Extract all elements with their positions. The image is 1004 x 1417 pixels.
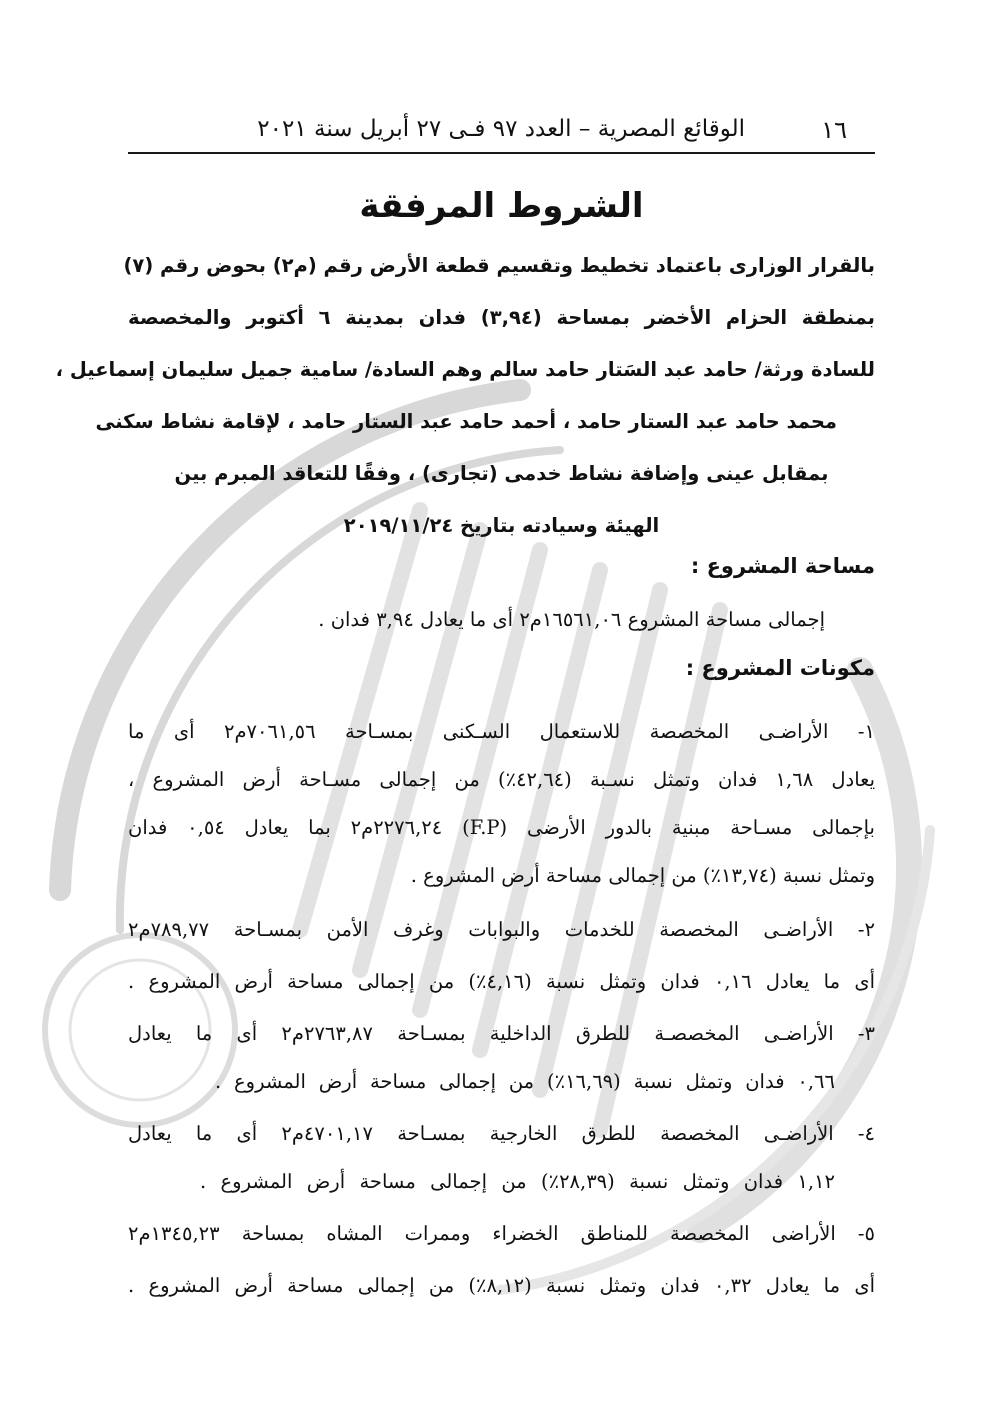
component-line: يعادل ١,٦٨ فدان وتمثل نسـبة (٤٢,٦٤٪) من إجمالى مسـاحة أرض المشروع ،: [128, 768, 876, 791]
header-rule: [128, 152, 875, 154]
project-area-heading: مساحة المشروع :: [690, 554, 875, 578]
subtitle-line: للسادة ورثة/ حامد عبد السَتار حامد سالم وهم السادة/ سامية جميل سليمان إسماعيل ،: [55, 358, 875, 381]
component-line: وتمثل نسبة (١٣,٧٤٪) من إجمالى مساحة أرض المشروع .: [410, 864, 875, 887]
component-line: بإجمالى مسـاحة مبنية بالدور الأرضى (F.P) ٢٢٧٦,٢٤م٢ بما يعادل ٠,٥٤ فدان: [128, 816, 875, 839]
subtitle-line: الهيئة وسيادته بتاريخ ٢٠١٩/١١/٢٤: [343, 514, 660, 537]
component-line: أى ما يعادل ٠,١٦ فدان وتمثل نسبة (٤,١٦٪) من إجمالى مساحة أرض المشروع .: [128, 970, 875, 993]
component-line: ٣- الأراضـى المخصصـة للطرق الداخلية بمسـاحة ٢٧٦٣,٨٧م٢ أى ما يعادل: [128, 1022, 875, 1045]
page-header: [128, 112, 875, 148]
document-title: الشروط المرفقة: [359, 186, 644, 226]
page-number: ١٦: [821, 116, 847, 144]
subtitle-line: محمد حامد عبد الستار حامد ، أحمد حامد عبد الستار حامد ، لإقامة نشاط سكنى: [95, 410, 837, 433]
component-line: ٥- الأراضى المخصصة للمناطق الخضراء وممرات المشاه بمساحة ١٣٤٥,٢٣م٢: [128, 1222, 875, 1245]
subtitle-line: بالقرار الوزارى باعتماد تخطيط وتقسيم قطعة الأرض رقم (م٢) بحوض رقم (٧): [123, 254, 875, 277]
components-heading: مكونات المشروع :: [685, 656, 875, 680]
running-header: الوقائع المصرية – العدد ٩٧ فـى ٢٧ أبريل سنة ٢٠٢١: [257, 116, 745, 142]
component-line: أى ما يعادل ٠,٣٢ فدان وتمثل نسبة (٨,١٢٪) من إجمالى مساحة أرض المشروع .: [128, 1274, 875, 1297]
component-line: ٤- الأراضـى المخصصة للطرق الخارجية بمسـاحة ٤٧٠١,١٧م٢ أى ما يعادل: [128, 1122, 875, 1145]
component-line: ١- الأراضـى المخصصة للاستعمال السـكنى بمسـاحة ٧٠٦١,٥٦م٢ أى ما: [128, 720, 875, 743]
subtitle-line: بمقابل عينى وإضافة نشاط خدمى (تجارى) ، وفقًا للتعاقد المبرم بين: [174, 462, 829, 485]
component-line: ١,١٢ فدان وتمثل نسبة (٢٨,٣٩٪) من إجمالى مساحة أرض المشروع .: [200, 1170, 835, 1193]
decree-subtitle: [55, 240, 876, 552]
component-line: ٢- الأراضـى المخصصة للخدمات والبوابات وغرف الأمن بمسـاحة ٧٨٩,٧٧م٢: [128, 918, 875, 941]
subtitle-line: بمنطقة الحزام الأخضر بمساحة (٣,٩٤) فدان بمدينة ٦ أكتوبر والمخصصة: [128, 306, 876, 329]
project-area-text: إجمالى مساحة المشروع ١٦٥٦١,٠٦م٢ أى ما يعادل ٣,٩٤ فدان .: [318, 608, 825, 631]
component-line: ٠,٦٦ فدان وتمثل نسبة (١٦,٦٩٪) من إجمالى مساحة أرض المشروع .: [215, 1070, 835, 1093]
